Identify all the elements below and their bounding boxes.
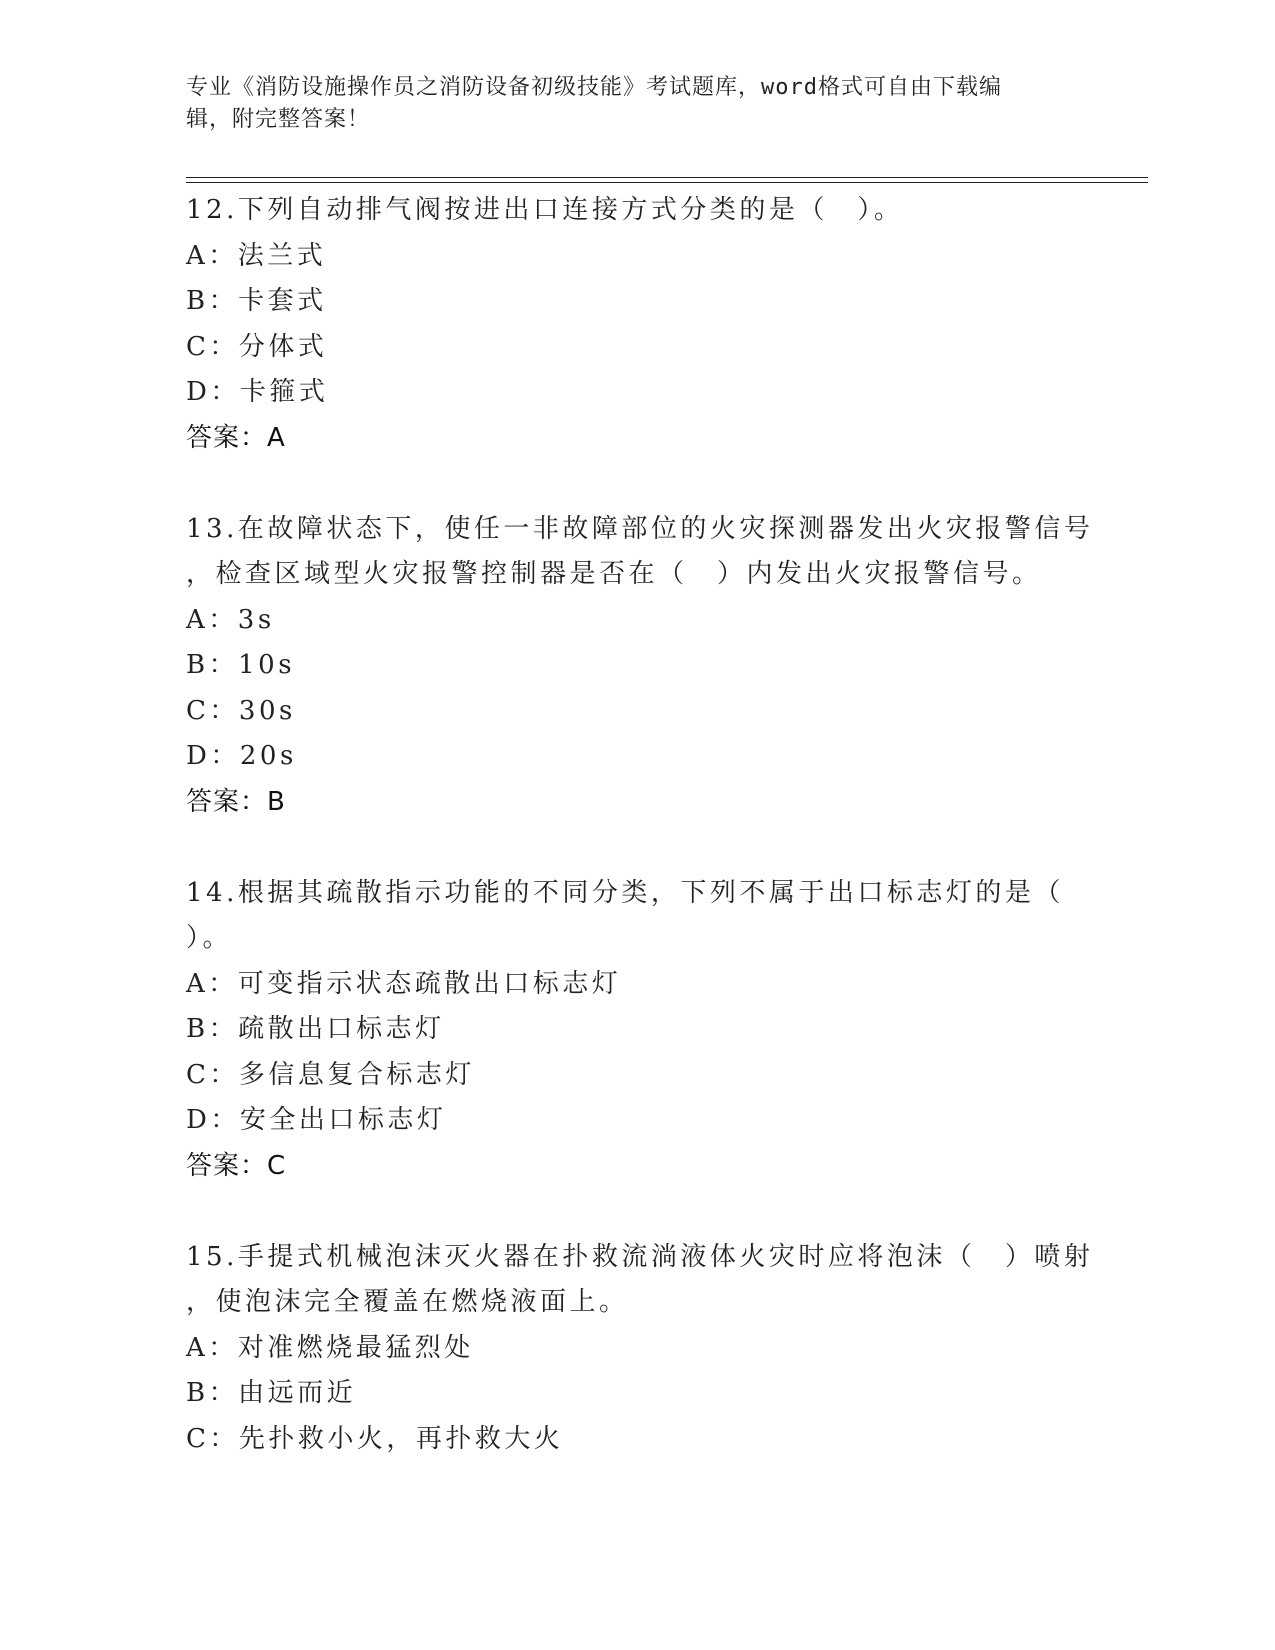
option-letter: C： bbox=[186, 331, 239, 362]
option-letter: A： bbox=[186, 604, 238, 635]
option-text: 分体式 bbox=[238, 331, 328, 362]
spacer bbox=[186, 461, 1086, 507]
option-a bbox=[186, 598, 1086, 644]
option-b bbox=[186, 279, 1086, 325]
option-letter: B： bbox=[186, 286, 239, 316]
option-text: 由远而近 bbox=[238, 1378, 357, 1408]
question-13 bbox=[186, 507, 1094, 826]
option-a bbox=[186, 1326, 1086, 1372]
option-text: 卡箍式 bbox=[239, 377, 329, 407]
option-letter: C： bbox=[186, 695, 239, 726]
option-letter: C： bbox=[186, 1059, 239, 1090]
answer-line: 答案：C bbox=[186, 1150, 287, 1181]
question-list bbox=[186, 188, 1094, 1462]
option-text: 安全出口标志灯 bbox=[239, 1105, 447, 1135]
question-stem-line: ，使泡沫完全覆盖在燃烧液面上。 bbox=[186, 1287, 629, 1317]
spacer bbox=[186, 825, 1086, 871]
option-text: 先扑救小火，再扑救大火 bbox=[238, 1423, 564, 1454]
question-stem-line: ，检查区域型火灾报警控制器是否在（ ）内发出火灾报警信号。 bbox=[186, 559, 1042, 589]
document-header bbox=[186, 72, 1066, 136]
question-stem-line: 13.在故障状态下，使任一非故障部位的火灾探测器发出火灾报警信号 bbox=[186, 513, 1094, 544]
header-rule-bottom bbox=[186, 182, 1148, 183]
option-c bbox=[186, 1053, 1086, 1099]
question-14 bbox=[186, 871, 1086, 1190]
option-d bbox=[186, 1098, 1086, 1144]
option-letter: A： bbox=[186, 968, 238, 999]
option-b bbox=[186, 643, 1086, 689]
option-text: 3s bbox=[237, 604, 275, 635]
option-text: 卡套式 bbox=[238, 286, 327, 316]
option-c bbox=[186, 325, 1086, 371]
header-line-2: 辑，附完整答案！ bbox=[186, 107, 371, 132]
question-stem-line: ）。 bbox=[186, 923, 233, 953]
header-line-1: 专业《消防设施操作员之消防设备初级技能》考试题库，word格式可自由下载编 bbox=[186, 75, 1002, 100]
header-rule-top bbox=[186, 177, 1148, 178]
option-text: 法兰式 bbox=[237, 240, 327, 271]
question-stem-line: 15.手提式机械泡沫灭火器在扑救流淌液体火灾时应将泡沫（ ）喷射 bbox=[186, 1241, 1094, 1272]
option-c bbox=[186, 1417, 1086, 1463]
question-12 bbox=[186, 188, 1086, 461]
question-stem-line: 14.根据其疏散指示功能的不同分类，下列不属于出口标志灯的是（ bbox=[186, 877, 1064, 908]
option-text: 对准燃烧最猛烈处 bbox=[237, 1332, 474, 1363]
option-a bbox=[186, 234, 1086, 280]
option-letter: B： bbox=[186, 1014, 239, 1044]
option-text: 疏散出口标志灯 bbox=[238, 1014, 445, 1044]
option-letter: A： bbox=[186, 1332, 238, 1363]
option-d bbox=[186, 734, 1086, 780]
option-d bbox=[186, 370, 1086, 416]
option-letter: D： bbox=[186, 377, 240, 407]
question-15 bbox=[186, 1235, 1094, 1463]
option-b bbox=[186, 1007, 1086, 1053]
answer-line: 答案：A bbox=[186, 422, 286, 453]
option-text: 多信息复合标志灯 bbox=[238, 1059, 475, 1090]
option-c bbox=[186, 689, 1086, 735]
option-a bbox=[186, 962, 1086, 1008]
option-text: 10s bbox=[238, 650, 296, 680]
option-letter: C： bbox=[186, 1423, 239, 1454]
question-stem-line: 12.下列自动排气阀按进出口连接方式分类的是（ ）。 bbox=[186, 195, 904, 225]
answer-line: 答案：B bbox=[186, 786, 286, 817]
option-text: 20s bbox=[239, 741, 297, 771]
option-letter: B： bbox=[186, 650, 239, 680]
option-b bbox=[186, 1371, 1086, 1417]
option-text: 可变指示状态疏散出口标志灯 bbox=[237, 968, 622, 999]
option-letter: D： bbox=[186, 1105, 240, 1135]
option-letter: A： bbox=[186, 240, 238, 271]
option-letter: D： bbox=[186, 741, 240, 771]
option-letter: B： bbox=[186, 1378, 239, 1408]
option-text: 30s bbox=[238, 695, 296, 726]
spacer bbox=[186, 1189, 1086, 1235]
